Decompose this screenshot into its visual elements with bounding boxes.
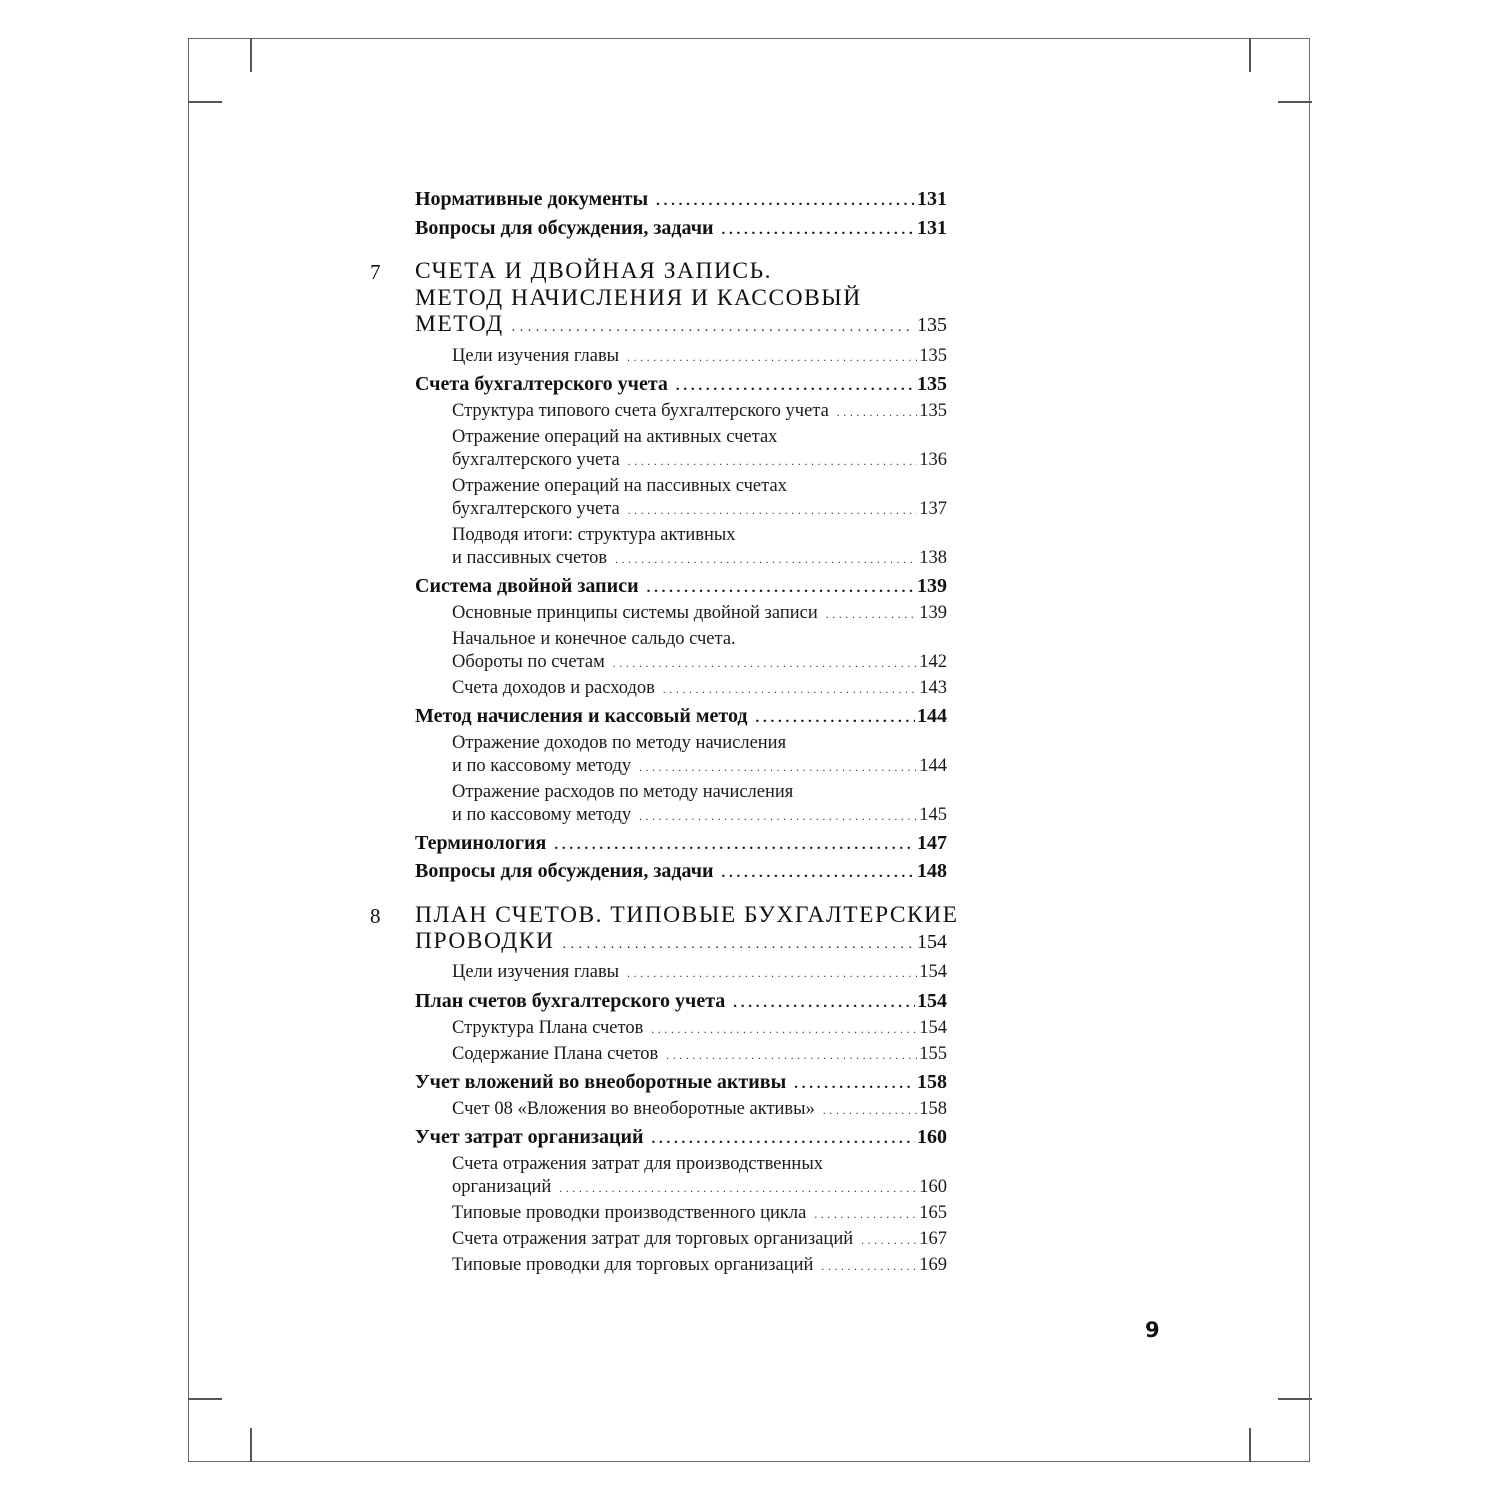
toc-entry-page: 160 — [919, 1177, 947, 1197]
toc-entry-page: 147 — [917, 832, 947, 854]
dot-leader — [627, 346, 917, 367]
dot-leader — [628, 450, 918, 471]
toc-entry-title: и пассивных счетов — [452, 548, 608, 568]
toc-entry-page: 155 — [919, 1044, 947, 1064]
dot-leader — [647, 575, 915, 598]
toc-entry-title: организаций — [452, 1177, 552, 1197]
toc-entry-page: 139 — [919, 603, 947, 623]
dot-leader — [663, 678, 917, 699]
toc-entry-page: 160 — [917, 1126, 947, 1148]
toc-entry-title: Основные принципы системы двойной записи — [452, 603, 818, 623]
toc-entry-subsection[interactable] — [452, 1044, 947, 1065]
toc-entry-title-line[interactable]: Отражение расходов по методу начисления — [452, 782, 794, 802]
toc-entry-title-line[interactable]: Отражение доходов по методу начисления — [452, 733, 787, 753]
toc-entry-subsection[interactable] — [452, 1229, 947, 1250]
dot-leader — [639, 756, 917, 777]
toc-entry-page: 154 — [917, 990, 947, 1012]
toc-entry-title: Учет затрат организаций — [415, 1126, 644, 1148]
toc-entry-subsection[interactable] — [452, 1018, 947, 1039]
toc-entry-page: 144 — [919, 756, 947, 776]
dot-leader — [639, 805, 917, 826]
toc-entry-title-line[interactable]: Счета отражения затрат для производственных — [452, 1154, 824, 1174]
toc-entry-title: Система двойной записи — [415, 575, 639, 597]
toc-entry-subsection[interactable] — [452, 962, 947, 983]
dot-leader — [722, 217, 915, 240]
toc-entry-section[interactable] — [415, 832, 947, 855]
toc-entry-chapter[interactable] — [415, 311, 947, 338]
toc-entry-page: 154 — [917, 931, 947, 953]
dot-leader — [656, 188, 915, 211]
toc-entry-subsection[interactable] — [452, 450, 947, 471]
toc-entry-title-line[interactable]: Отражение операций на активных счетах — [452, 427, 778, 447]
toc-entry-page: 131 — [917, 188, 947, 210]
toc-entry-page: 131 — [917, 217, 947, 239]
dot-leader — [837, 401, 917, 422]
toc-entry-title: Счета отражения затрат для торговых организаций — [452, 1229, 854, 1249]
toc-entry-title-line[interactable]: Подводя итоги: структура активных — [452, 525, 736, 545]
dot-leader — [821, 1255, 917, 1276]
toc-entry-subsection[interactable] — [452, 678, 947, 699]
toc-entry-title: и по кассовому методу — [452, 805, 632, 825]
toc-entry-title: Нормативные документы — [415, 188, 649, 210]
toc-entry-page: 158 — [919, 1099, 947, 1119]
chapter-number: 7 — [370, 260, 381, 284]
toc-entry-page: 154 — [919, 1018, 947, 1038]
toc-entry-title: Содержание Плана счетов — [452, 1044, 659, 1064]
dot-leader — [652, 1126, 915, 1149]
toc-entry-section[interactable] — [415, 1071, 947, 1094]
toc-entry-title: Терминология — [415, 832, 547, 854]
dot-leader — [826, 603, 918, 624]
toc-entry-subsection[interactable] — [452, 756, 947, 777]
toc-entry-page: 167 — [919, 1229, 947, 1249]
dot-leader — [627, 962, 917, 983]
toc-entry-subsection[interactable] — [452, 548, 947, 569]
toc-entry-title: Структура Плана счетов — [452, 1018, 644, 1038]
chapter-title-line[interactable]: МЕТОД НАЧИСЛЕНИЯ И КАССОВЫЙ — [415, 285, 862, 311]
dot-leader — [823, 1099, 917, 1120]
dot-leader — [562, 928, 915, 955]
toc-entry-title: Обороты по счетам — [452, 652, 605, 672]
toc-entry-section[interactable] — [415, 1126, 947, 1149]
toc-entry-section[interactable] — [415, 575, 947, 598]
toc-entry-title: План счетов бухгалтерского учета — [415, 990, 726, 1012]
toc-entry-page: 136 — [919, 450, 947, 470]
toc-entry-title: Счета бухгалтерского учета — [415, 373, 668, 395]
toc-entry-title: Счет 08 «Вложения во внеоборотные активы» — [452, 1099, 815, 1119]
toc-entry-page: 135 — [919, 401, 947, 421]
toc-entry-title: и по кассовому методу — [452, 756, 632, 776]
toc-entry-title: Метод начисления и кассовый метод — [415, 705, 748, 727]
toc-entry-title: Вопросы для обсуждения, задачи — [415, 217, 714, 239]
toc-entry-subsection[interactable] — [452, 1255, 947, 1276]
toc-entry-page: 165 — [919, 1203, 947, 1223]
toc-entry-subsection[interactable] — [452, 1203, 947, 1224]
toc-entry-page: 135 — [919, 346, 947, 366]
toc-entry-section[interactable] — [415, 188, 947, 211]
dot-leader — [628, 499, 918, 520]
chapter-title-line[interactable]: СЧЕТА И ДВОЙНАЯ ЗАПИСЬ. — [415, 258, 772, 284]
chapter-title-line: МЕТОД — [415, 311, 504, 337]
toc-entry-title: Типовые проводки производственного цикла — [452, 1203, 807, 1223]
chapter-title-line[interactable]: ПЛАН СЧЕТОВ. ТИПОВЫЕ БУХГАЛТЕРСКИЕ — [415, 902, 959, 928]
toc-entry-title: Учет вложений во внеоборотные активы — [415, 1071, 787, 1093]
toc-entry-title: Цели изучения главы — [452, 962, 620, 982]
chapter-number: 8 — [370, 904, 381, 928]
toc-entry-page: 142 — [919, 652, 947, 672]
page-number: 9 — [1145, 1318, 1160, 1342]
toc-entry-section[interactable] — [415, 705, 947, 728]
toc-entry-title: бухгалтерского учета — [452, 450, 620, 470]
toc-entry-subsection[interactable] — [452, 346, 947, 367]
dot-leader — [615, 548, 917, 569]
toc-entry-subsection[interactable] — [452, 652, 947, 673]
dot-leader — [676, 373, 915, 396]
toc-entry-page: 158 — [917, 1071, 947, 1093]
dot-leader — [756, 705, 916, 728]
toc-entry-page: 138 — [919, 548, 947, 568]
dot-leader — [559, 1177, 917, 1198]
toc-entry-title-line[interactable]: Отражение операций на пассивных счетах — [452, 476, 787, 496]
chapter-title-line: ПРОВОДКИ — [415, 928, 555, 954]
dot-leader — [651, 1018, 917, 1039]
dot-leader — [512, 311, 915, 338]
toc-entry-page: 154 — [919, 962, 947, 982]
toc-entry-subsection[interactable] — [452, 1177, 947, 1198]
toc-entry-page: 144 — [917, 705, 947, 727]
toc-entry-title-line[interactable]: Начальное и конечное сальдо счета. — [452, 629, 736, 649]
toc-entry-page: 135 — [917, 373, 947, 395]
toc-entry-subsection[interactable] — [452, 401, 947, 422]
toc-entry-page: 137 — [919, 499, 947, 519]
toc-entry-section[interactable] — [415, 990, 947, 1013]
toc-entry-page: 169 — [919, 1255, 947, 1275]
toc-entry-page: 135 — [917, 314, 947, 336]
dot-leader — [733, 990, 915, 1013]
dot-leader — [666, 1044, 917, 1065]
toc-entry-title: Цели изучения главы — [452, 346, 620, 366]
toc-entry-page: 148 — [917, 860, 947, 882]
dot-leader — [861, 1229, 917, 1250]
toc-entry-title: Счета доходов и расходов — [452, 678, 655, 698]
dot-leader — [814, 1203, 917, 1224]
dot-leader — [722, 860, 915, 883]
toc-entry-page: 145 — [919, 805, 947, 825]
toc-entry-title: Вопросы для обсуждения, задачи — [415, 860, 714, 882]
toc-entry-section[interactable] — [415, 860, 947, 883]
toc-entry-chapter[interactable] — [415, 928, 947, 955]
toc-entry-section[interactable] — [415, 373, 947, 396]
toc-entry-page: 139 — [917, 575, 947, 597]
toc-entry-subsection[interactable] — [452, 499, 947, 520]
dot-leader — [554, 832, 915, 855]
dot-leader — [794, 1071, 915, 1094]
toc-entry-subsection[interactable] — [452, 1099, 947, 1120]
toc-entry-title: Структура типового счета бухгалтерского учета — [452, 401, 829, 421]
toc-entry-title: Типовые проводки для торговых организаций — [452, 1255, 814, 1275]
toc-entry-section[interactable] — [415, 217, 947, 240]
toc-entry-page: 143 — [919, 678, 947, 698]
toc-entry-subsection[interactable] — [452, 805, 947, 826]
toc-entry-subsection[interactable] — [452, 603, 947, 624]
dot-leader — [613, 652, 917, 673]
toc-entry-title: бухгалтерского учета — [452, 499, 620, 519]
